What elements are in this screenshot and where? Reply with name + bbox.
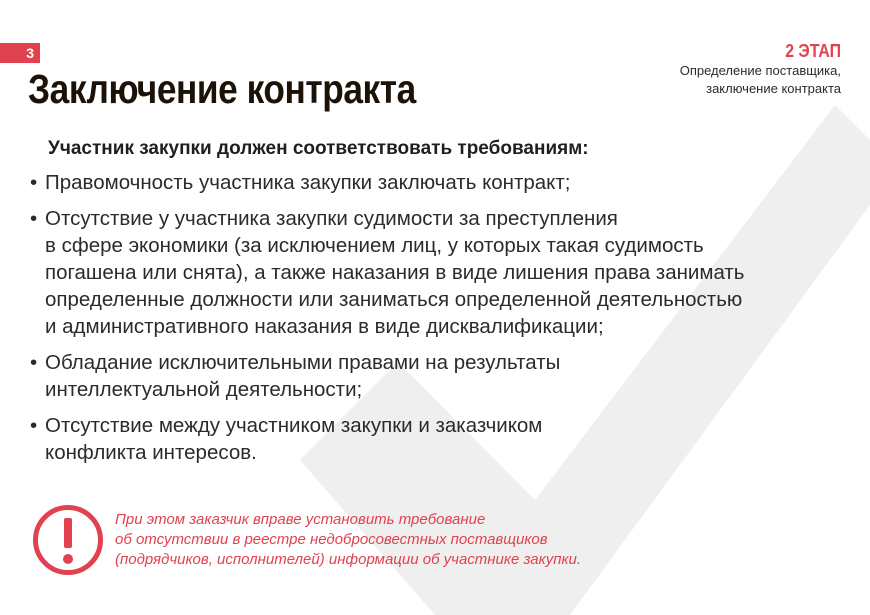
requirement-item [30,412,850,466]
bullet-icon: • [30,171,38,194]
stage-header [651,40,841,98]
requirement-line: конфликта интересов. [45,441,257,464]
stage-description-line: Определение поставщика, [679,63,841,78]
bullet-icon: • [30,414,38,437]
requirement-line: Отсутствие у участника закупки судимости за преступления [45,207,618,230]
requirement-item [30,169,850,196]
notice-line: При этом заказчик вправе установить требование [115,511,486,528]
notice-text [115,510,675,570]
notice-line: об отсутствии в реестре недобросовестных поставщиков [115,531,548,548]
notice-line: (подрядчиков, исполнителей) информации об участнике закупки. [115,551,582,568]
stage-label: 2 ЭТАП [785,41,841,61]
stage-description-line: заключение контракта [706,81,841,96]
requirement-line: Отсутствие между участником закупки и заказчиком [45,414,543,437]
requirement-item [30,349,850,403]
exclamation-icon [33,505,103,575]
requirement-line: Правомочность участника закупки заключать контракт; [45,171,571,194]
requirement-line: погашена или снята), а также наказания в виде лишения права занимать [45,261,745,284]
requirement-line: интеллектуальной деятельности; [45,378,363,401]
requirements-heading: Участник закупки должен соответствовать требованиям: [48,138,589,159]
page-title: Заключение контракта [28,66,416,112]
requirement-line: Обладание исключительными правами на результаты [45,351,561,374]
requirement-line: определенные должности или заниматься определенной деятельностью [45,288,743,311]
bullet-icon: • [30,351,38,374]
requirement-line: и административного наказания в виде дисквалификации; [45,315,604,338]
exclamation-mark [64,518,72,548]
requirement-item [30,205,850,340]
stage-description [651,62,841,98]
requirement-line: в сфере экономики (за исключением лиц, у которых такая судимость [45,234,704,257]
bullet-icon: • [30,207,38,230]
page-number: 3 [0,43,40,63]
requirements-section [30,138,850,475]
exclamation-dot [63,554,73,564]
requirements-list [30,169,850,466]
